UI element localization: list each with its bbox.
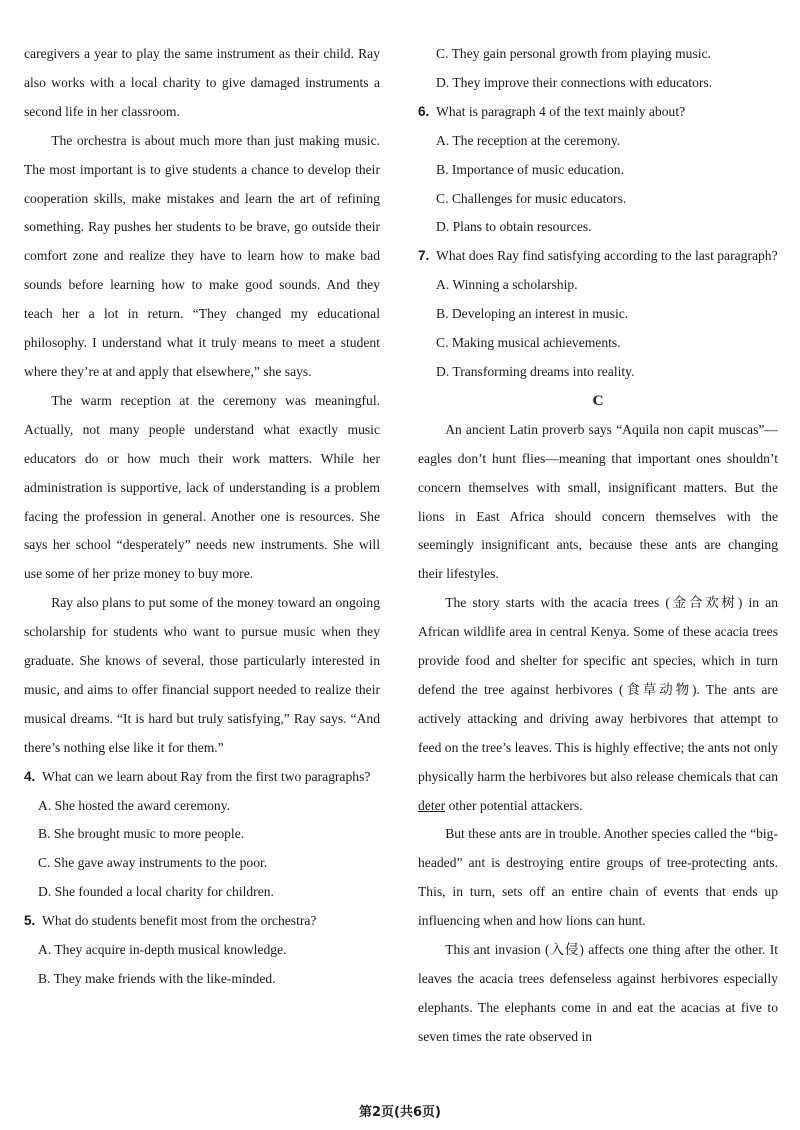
passage-b-paragraph: The warm reception at the ceremony was meaningful. Actually, not many people understand what exactly music educators do or how much their work matters. While her administration is supportive, lack of understanding is a problem facing the profession in general. Another one is resources. She says her school “desperately” needs new instruments. She will use some of her prize money to buy more. xyxy=(24,392,380,582)
question-stem: What does Ray find satisfying according to the last paragraph? xyxy=(436,248,778,264)
answer-option: A. Winning a scholarship. xyxy=(436,277,578,293)
question-7 xyxy=(418,242,778,271)
answer-option: C. Making musical achievements. xyxy=(436,335,621,351)
underlined-word: deter xyxy=(418,797,446,813)
passage-b-paragraph: caregivers a year to play the same instrument as their child. Ray also works with a local charity to give damaged instruments a second life in her classroom. xyxy=(24,46,380,119)
question-6 xyxy=(418,98,778,127)
answer-option: D. She founded a local charity for children. xyxy=(38,884,274,900)
passage-c-paragraph: This ant invasion (入侵) affects one thing after the other. It leaves the acacia trees defenseless against herbivores especially elephants. The elephants come in and eat the acacias at five to seven times the rate observed in xyxy=(418,942,778,1044)
question-4 xyxy=(24,763,380,792)
question-number: 6. xyxy=(418,103,430,119)
right-column xyxy=(418,40,778,1052)
passage-b-paragraph: The orchestra is about much more than just making music. The most important is to give students a chance to develop their cooperation skills, make mistakes and learn the art of refining something. Ray pushes her students to be brave, go outside their comfort zone and realize they have to learn how to make bad sounds before learning how to make good sounds. And they teach her a lot in return. “They changed my educational philosophy. I understand what it truly means to meet a student where they’re at and apply that elsewhere,” she says. xyxy=(24,132,380,379)
answer-option: D. Transforming dreams into reality. xyxy=(436,363,635,379)
answer-option: C. She gave away instruments to the poor. xyxy=(38,855,268,871)
answer-option: C. They gain personal growth from playing music. xyxy=(436,46,711,61)
answer-option: B. Developing an interest in music. xyxy=(436,306,629,322)
passage-c-paragraph: But these ants are in trouble. Another species called the “big-headed” ant is destroying entire groups of tree-protecting ants. This, in turn, sets off an entire chain of events that ends up influencing when and how lions can hunt. xyxy=(418,826,778,929)
answer-option: A. They acquire in-depth musical knowledge. xyxy=(38,942,287,958)
question-number: 5. xyxy=(24,913,36,929)
question-stem: What do students benefit most from the orchestra? xyxy=(42,913,317,929)
question-stem: What is paragraph 4 of the text mainly about? xyxy=(436,103,686,119)
answer-option: A. The reception at the ceremony. xyxy=(436,132,621,148)
answer-option: C. Challenges for music educators. xyxy=(436,190,627,206)
answer-option: B. Importance of music education. xyxy=(436,161,624,177)
answer-option: A. She hosted the award ceremony. xyxy=(38,797,231,813)
passage-c-paragraph: An ancient Latin proverb says “Aquila non capit muscas”—eagles don’t hunt flies—meaning that important ones shouldn’t concern themselves with small, insignificant matters. But the lions in East Africa should concern themselves with the seemingly insignificant ants, because these ants are changing their lifestyles. xyxy=(418,421,778,582)
paragraph-text: other potential attackers. xyxy=(445,797,583,813)
question-number: 7. xyxy=(418,248,430,264)
question-number: 4. xyxy=(24,768,36,784)
question-stem: What can we learn about Ray from the first two paragraphs? xyxy=(42,768,371,784)
answer-option: B. She brought music to more people. xyxy=(38,826,245,842)
page-footer: 第2页(共6页) xyxy=(359,1105,441,1120)
left-column xyxy=(24,40,380,994)
section-label: C xyxy=(592,392,604,409)
passage-b-paragraph: Ray also plans to put some of the money toward an ongoing scholarship for students who want to pursue music when they graduate. She knows of several, those particularly interested in music, and aims to offer financial support needed to realize their musical dreams. “It is hard but truly satisfying,” Ray says. “And there’s nothing else like it for them.” xyxy=(24,595,380,755)
question-5 xyxy=(24,907,380,936)
answer-option: D. Plans to obtain resources. xyxy=(436,219,592,235)
answer-option: D. They improve their connections with educators. xyxy=(436,74,713,90)
passage-c-paragraph xyxy=(418,589,778,820)
answer-option: B. They make friends with the like-minded. xyxy=(38,971,276,986)
paragraph-text: The story starts with the acacia trees (金合欢树) in an African wildlife area in central Kenya. Some of these acacia trees provide food and shelter for specific ant species, which in turn defend the tree against herbivores (食草动物). The ants are actively attacking and driving away herbivores that attempt to feed on the tree’s leaves. This is highly effective; the ants not only physically harm the herbivores but also release chemicals that can xyxy=(418,595,779,784)
